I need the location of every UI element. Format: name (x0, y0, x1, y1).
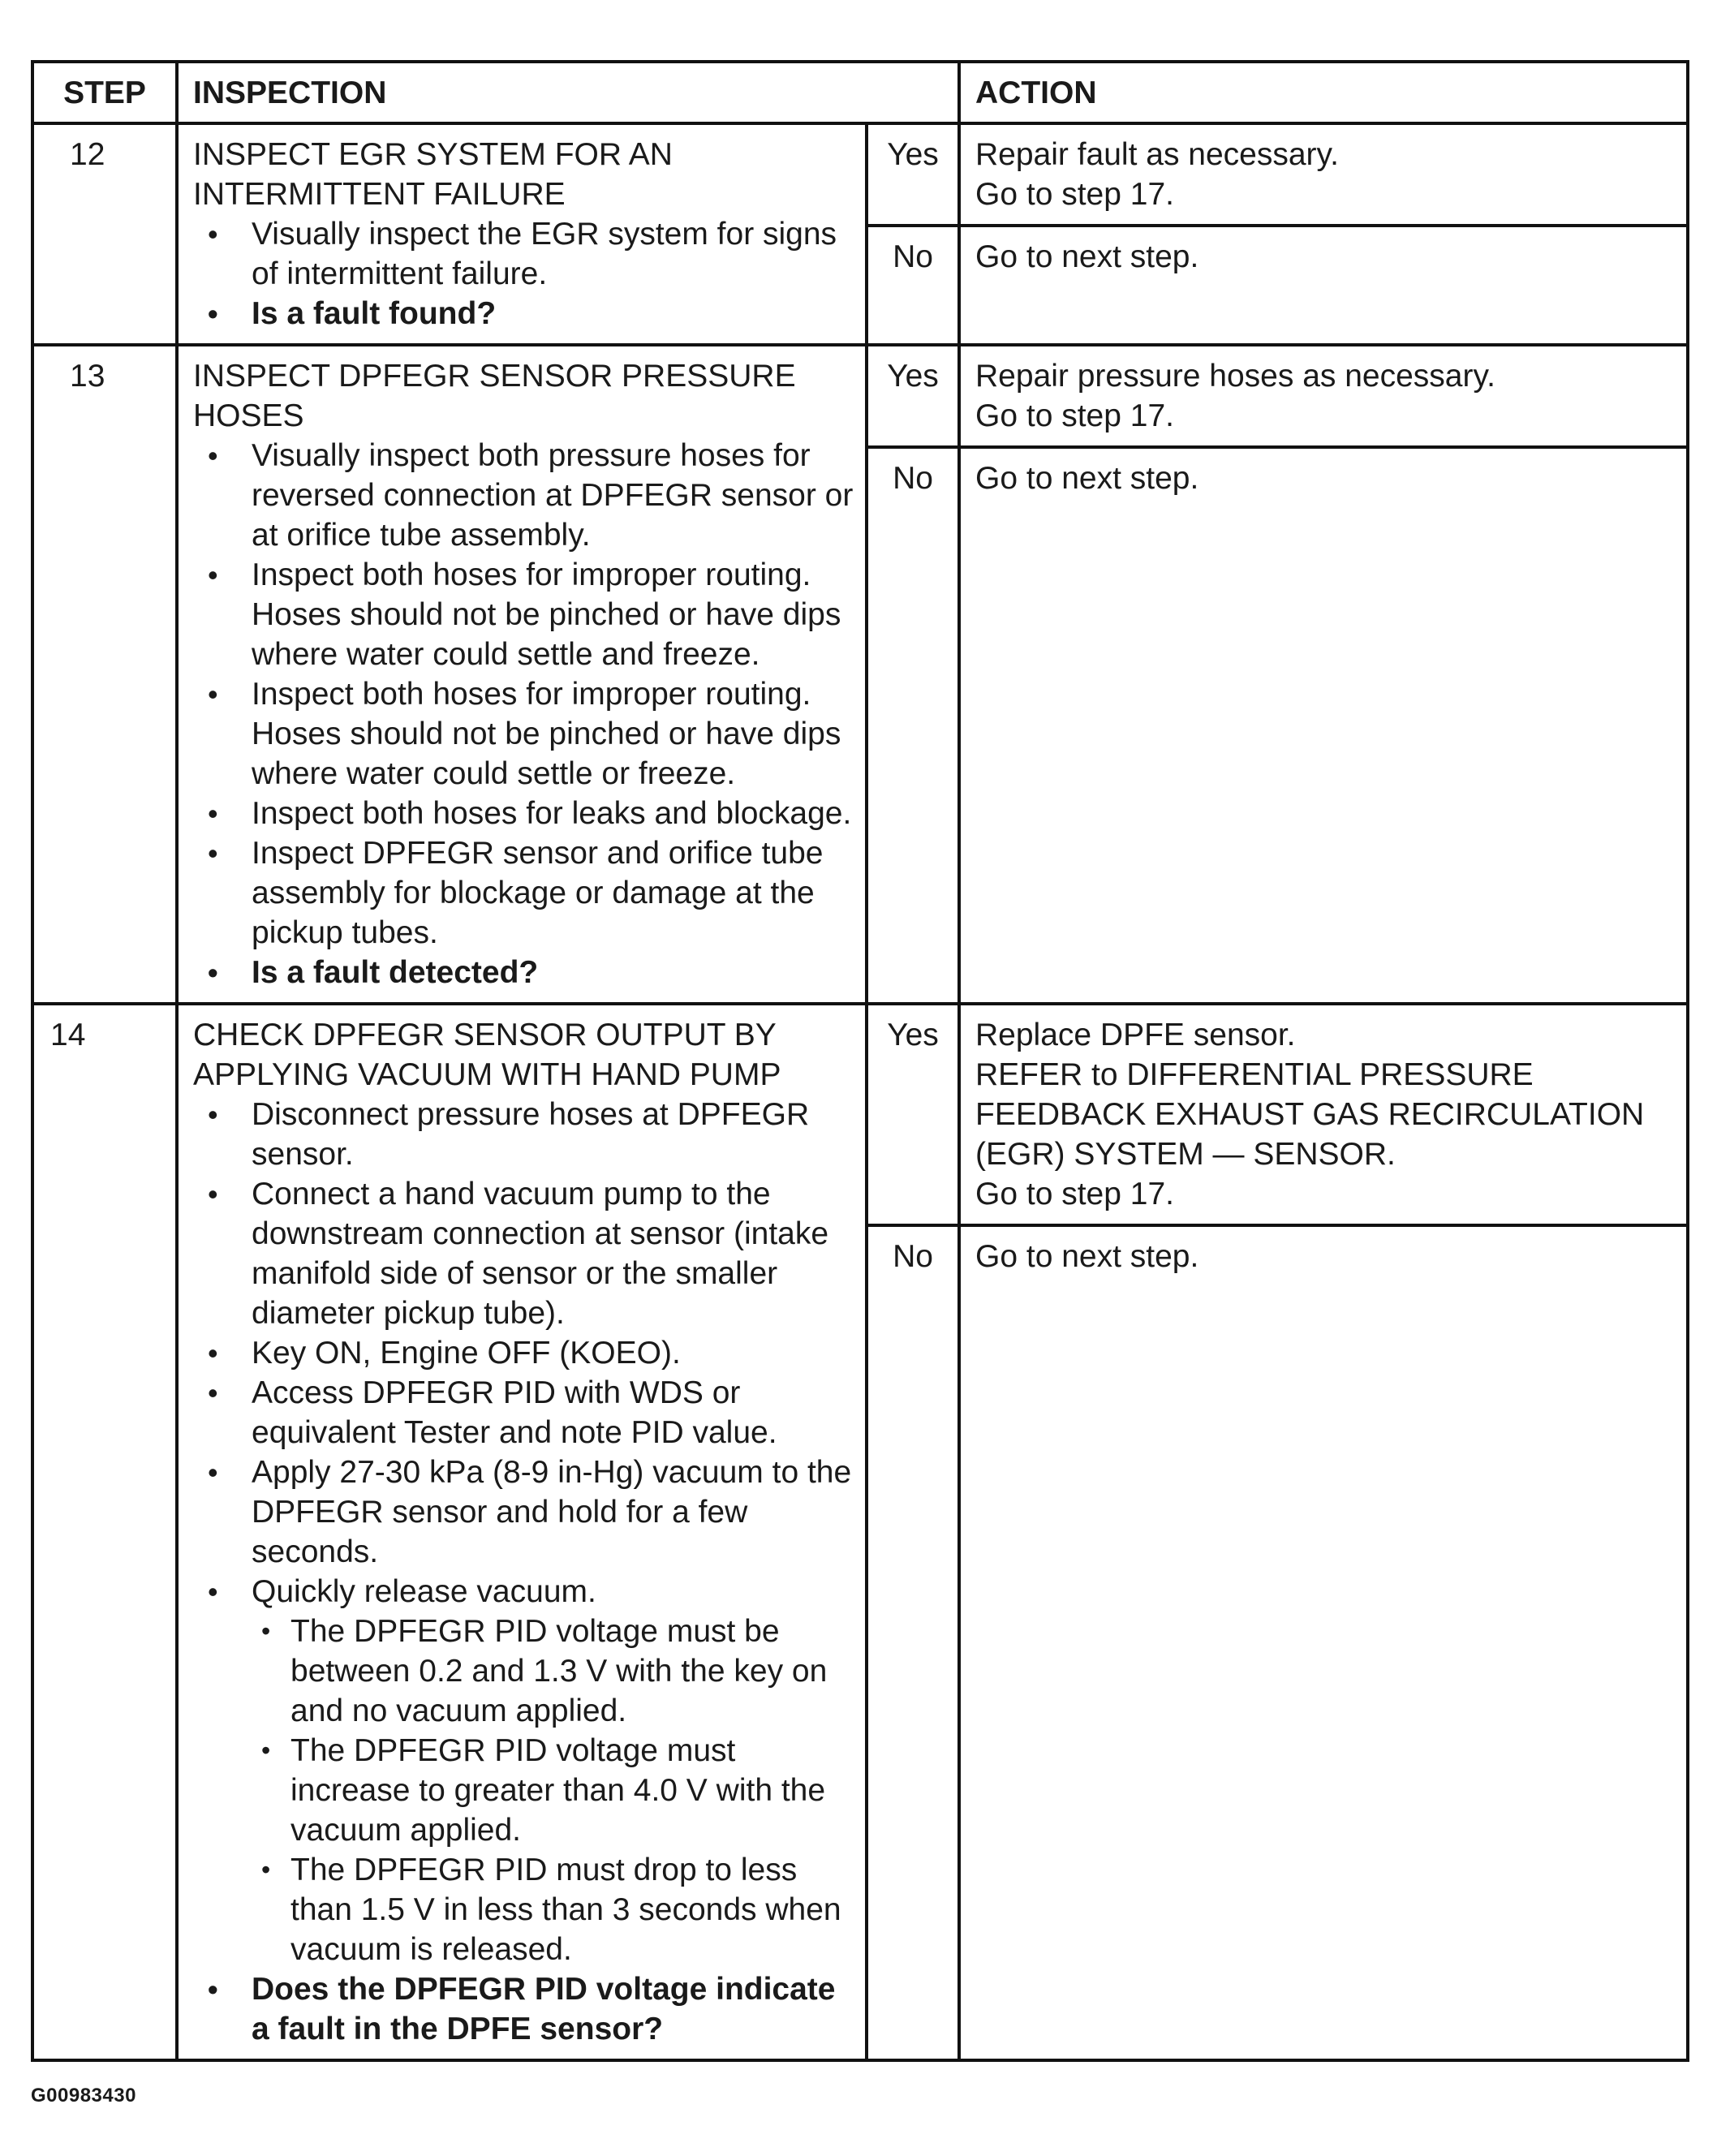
sub-list-item: • The DPFEGR PID must drop to less than 1.5 V in less than 3 seconds when vacuum is released. (252, 1850, 854, 1969)
inspection-question: • Does the DPFEGR PID voltage indicate a fault in the DPFE sensor? (193, 1969, 854, 2049)
list-item-text: Quickly release vacuum. (252, 1574, 596, 1609)
no-action-cell (959, 1225, 1688, 2060)
list-item: • Inspect both hoses for improper routing. Hoses should not be pinched or have dips where water could settle or freeze. (193, 674, 854, 794)
list-item: • Connect a hand vacuum pump to the downstream connection at sensor (intake manifold side of sensor or the smaller diameter pickup tube). (193, 1174, 854, 1333)
action-line: Go to step 17. (975, 1177, 1174, 1211)
table-row (32, 345, 1688, 447)
yes-label: Yes (867, 123, 959, 226)
header-inspection: INSPECTION (177, 62, 959, 123)
list-item: • Inspect DPFEGR sensor and orifice tube assembly for blockage or damage at the pickup tubes. (193, 833, 854, 953)
action-line: Go to next step. (975, 1239, 1199, 1274)
inspection-bullets (193, 1095, 854, 2049)
action-line: Repair pressure hoses as necessary. (975, 359, 1495, 394)
no-label: No (867, 226, 959, 345)
no-label: No (867, 1225, 959, 2060)
no-action-cell (959, 447, 1688, 1004)
inspection-question: • Is a fault found? (193, 294, 854, 334)
list-item: • Visually inspect both pressure hoses for reversed connection at DPFEGR sensor or at orifice tube assembly. (193, 436, 854, 555)
list-item: • Inspect both hoses for leaks and blockage. (193, 794, 854, 833)
yes-action-cell (959, 1004, 1688, 1225)
yes-action-cell (959, 345, 1688, 447)
no-action-cell (959, 226, 1688, 345)
inspection-bullets (193, 436, 854, 992)
inspection-cell (177, 123, 867, 345)
list-item: • Key ON, Engine OFF (KOEO). (193, 1333, 854, 1373)
action-line: Go to step 17. (975, 177, 1174, 212)
inspection-cell (177, 1004, 867, 2060)
list-item: • Disconnect pressure hoses at DPFEGR sensor. (193, 1095, 854, 1174)
action-line: Repair fault as necessary. (975, 137, 1339, 172)
step-number-cell (32, 123, 177, 345)
inspection-question: • Is a fault detected? (193, 953, 854, 992)
yes-action-cell (959, 123, 1688, 226)
step-number: 13 (70, 359, 105, 394)
step-number-cell (32, 1004, 177, 2060)
yes-label: Yes (867, 345, 959, 447)
sub-list-item: • The DPFEGR PID voltage must increase to greater than 4.0 V with the vacuum applied. (252, 1731, 854, 1850)
diagnostic-table (31, 60, 1689, 2062)
sub-list-item: • The DPFEGR PID voltage must be between 0.2 and 1.3 V with the key on and no vacuum applied. (252, 1612, 854, 1731)
inspection-cell (177, 345, 867, 1004)
inspection-title: INSPECT EGR SYSTEM FOR AN INTERMITTENT FAILURE (193, 137, 673, 212)
list-item: • Apply 27-30 kPa (8-9 in-Hg) vacuum to the DPFEGR sensor and hold for a few seconds. (193, 1452, 854, 1572)
list-item: • Inspect both hoses for improper routing. Hoses should not be pinched or have dips where water could settle and freeze. (193, 555, 854, 674)
step-number-cell (32, 345, 177, 1004)
header-row (32, 62, 1688, 123)
table-row (32, 1004, 1688, 1225)
step-number: 14 (50, 1018, 86, 1052)
list-item: • Access DPFEGR PID with WDS or equivalent Tester and note PID value. (193, 1373, 854, 1452)
figure-id: G00983430 (31, 2085, 136, 2107)
action-line: Replace DPFE sensor. (975, 1018, 1296, 1052)
table-row (32, 123, 1688, 226)
action-line: Go to next step. (975, 239, 1199, 274)
inspection-title: INSPECT DPFEGR SENSOR PRESSURE HOSES (193, 359, 796, 433)
sub-bullets (252, 1612, 854, 1969)
yes-label: Yes (867, 1004, 959, 1225)
header-step: STEP (32, 62, 177, 123)
no-label: No (867, 447, 959, 1004)
action-line: Go to next step. (975, 461, 1199, 496)
list-item: • Visually inspect the EGR system for signs of intermittent failure. (193, 214, 854, 294)
inspection-bullets (193, 214, 854, 334)
action-line: REFER to DIFFERENTIAL PRESSURE FEEDBACK EXHAUST GAS RECIRCULATION (EGR) SYSTEM — SENSOR. (975, 1057, 1645, 1172)
list-item (193, 1572, 854, 1969)
header-action: ACTION (959, 62, 1688, 123)
inspection-title: CHECK DPFEGR SENSOR OUTPUT BY APPLYING VACUUM WITH HAND PUMP (193, 1018, 781, 1092)
action-line: Go to step 17. (975, 398, 1174, 433)
step-number: 12 (70, 137, 105, 172)
